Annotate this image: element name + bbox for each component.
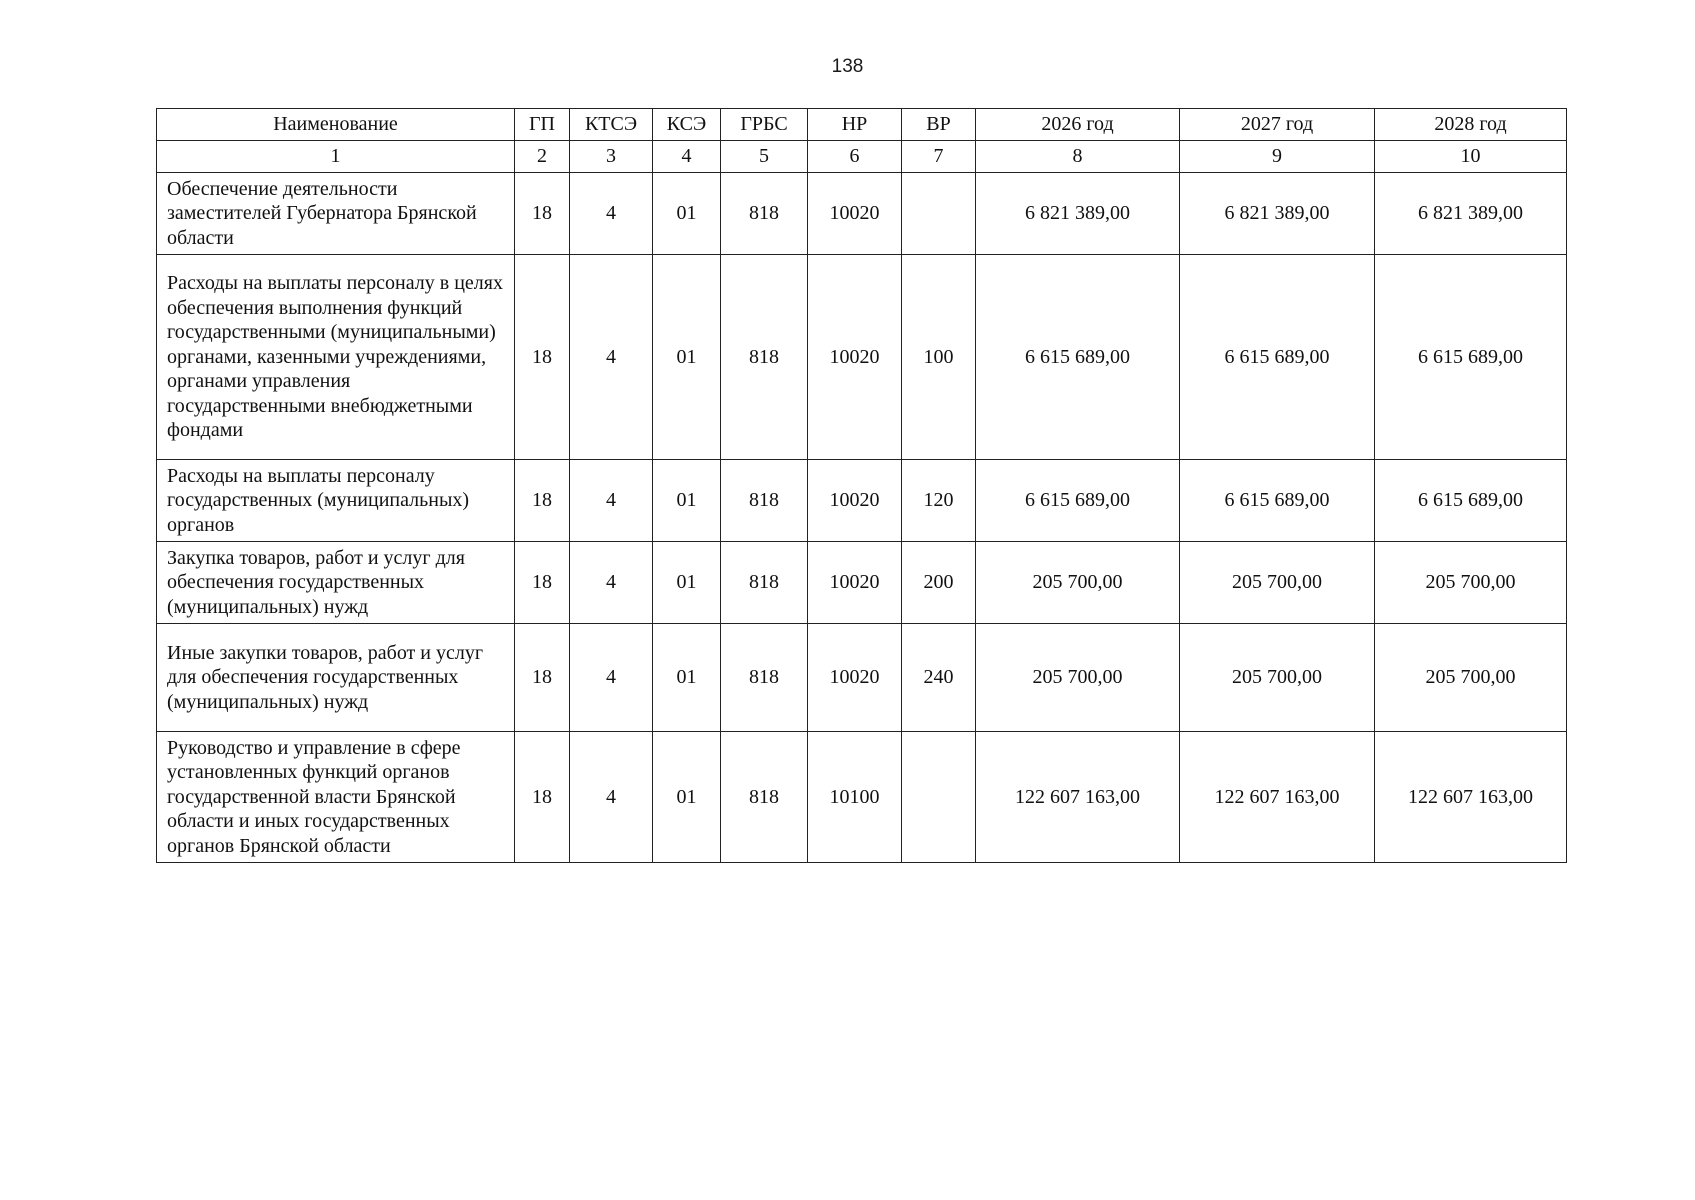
row-amount-2028: 6 615 689,00 <box>1375 255 1567 460</box>
row-name: Обеспечение деятельности заместителей Губернатора Брянской области <box>157 173 515 255</box>
column-number: 8 <box>976 141 1180 173</box>
header-row <box>157 109 1567 141</box>
row-gp: 18 <box>515 732 570 863</box>
header-name: Наименование <box>157 109 515 141</box>
row-vr: 200 <box>902 542 976 624</box>
column-number: 1 <box>157 141 515 173</box>
row-vr: 100 <box>902 255 976 460</box>
row-ktse: 4 <box>570 732 653 863</box>
row-amount-2026: 205 700,00 <box>976 542 1180 624</box>
column-number-row <box>157 141 1567 173</box>
row-grbs: 818 <box>721 460 808 542</box>
column-number: 6 <box>808 141 902 173</box>
row-gp: 18 <box>515 255 570 460</box>
row-amount-2027: 205 700,00 <box>1180 624 1375 732</box>
row-amount-2028: 205 700,00 <box>1375 624 1567 732</box>
header-gp: ГП <box>515 109 570 141</box>
row-amount-2028: 6 821 389,00 <box>1375 173 1567 255</box>
row-name: Закупка товаров, работ и услуг для обеспечения государственных (муниципальных) нужд <box>157 542 515 624</box>
column-number: 4 <box>653 141 721 173</box>
row-amount-2027: 6 821 389,00 <box>1180 173 1375 255</box>
row-kse: 01 <box>653 173 721 255</box>
column-number: 7 <box>902 141 976 173</box>
column-number: 9 <box>1180 141 1375 173</box>
row-amount-2027: 205 700,00 <box>1180 542 1375 624</box>
row-amount-2026: 122 607 163,00 <box>976 732 1180 863</box>
column-number: 10 <box>1375 141 1567 173</box>
row-amount-2028: 122 607 163,00 <box>1375 732 1567 863</box>
row-amount-2026: 205 700,00 <box>976 624 1180 732</box>
row-vr <box>902 173 976 255</box>
table-row <box>157 255 1567 460</box>
header-grbs: ГРБС <box>721 109 808 141</box>
row-ktse: 4 <box>570 173 653 255</box>
row-ktse: 4 <box>570 542 653 624</box>
row-kse: 01 <box>653 732 721 863</box>
row-vr: 240 <box>902 624 976 732</box>
header-2027: 2027 год <box>1180 109 1375 141</box>
table-row <box>157 732 1567 863</box>
header-ktse: КТСЭ <box>570 109 653 141</box>
row-grbs: 818 <box>721 624 808 732</box>
row-grbs: 818 <box>721 173 808 255</box>
row-ktse: 4 <box>570 460 653 542</box>
row-amount-2026: 6 615 689,00 <box>976 255 1180 460</box>
row-name: Руководство и управление в сфере установленных функций органов государственной власти Брянской области и иных государственных органов Брянской области <box>157 732 515 863</box>
row-gp: 18 <box>515 460 570 542</box>
row-gp: 18 <box>515 542 570 624</box>
header-kse: КСЭ <box>653 109 721 141</box>
table-row <box>157 542 1567 624</box>
header-2028: 2028 год <box>1375 109 1567 141</box>
header-2026: 2026 год <box>976 109 1180 141</box>
row-amount-2026: 6 821 389,00 <box>976 173 1180 255</box>
column-number: 5 <box>721 141 808 173</box>
row-kse: 01 <box>653 542 721 624</box>
row-nr: 10020 <box>808 173 902 255</box>
row-gp: 18 <box>515 173 570 255</box>
row-grbs: 818 <box>721 255 808 460</box>
row-grbs: 818 <box>721 732 808 863</box>
row-kse: 01 <box>653 624 721 732</box>
row-amount-2027: 6 615 689,00 <box>1180 255 1375 460</box>
row-amount-2026: 6 615 689,00 <box>976 460 1180 542</box>
row-nr: 10020 <box>808 460 902 542</box>
row-ktse: 4 <box>570 624 653 732</box>
row-nr: 10100 <box>808 732 902 863</box>
budget-table <box>156 108 1567 863</box>
row-vr <box>902 732 976 863</box>
row-name: Иные закупки товаров, работ и услуг для обеспечения государственных (муниципальных) нужд <box>157 624 515 732</box>
row-amount-2027: 122 607 163,00 <box>1180 732 1375 863</box>
column-number: 2 <box>515 141 570 173</box>
row-nr: 10020 <box>808 255 902 460</box>
row-amount-2028: 6 615 689,00 <box>1375 460 1567 542</box>
row-kse: 01 <box>653 460 721 542</box>
header-vr: ВР <box>902 109 976 141</box>
table-row <box>157 173 1567 255</box>
header-nr: НР <box>808 109 902 141</box>
row-vr: 120 <box>902 460 976 542</box>
row-nr: 10020 <box>808 624 902 732</box>
row-name: Расходы на выплаты персоналу государственных (муниципальных) органов <box>157 460 515 542</box>
row-grbs: 818 <box>721 542 808 624</box>
page-number: 138 <box>831 56 864 77</box>
row-nr: 10020 <box>808 542 902 624</box>
row-kse: 01 <box>653 255 721 460</box>
row-amount-2028: 205 700,00 <box>1375 542 1567 624</box>
row-ktse: 4 <box>570 255 653 460</box>
table-row <box>157 624 1567 732</box>
table-row <box>157 460 1567 542</box>
row-amount-2027: 6 615 689,00 <box>1180 460 1375 542</box>
row-gp: 18 <box>515 624 570 732</box>
column-number: 3 <box>570 141 653 173</box>
row-name: Расходы на выплаты персоналу в целях обеспечения выполнения функций государственными (муниципальными) органами, казенными учреждениями, органами управления государственными внебюджетными фондами <box>157 255 515 460</box>
